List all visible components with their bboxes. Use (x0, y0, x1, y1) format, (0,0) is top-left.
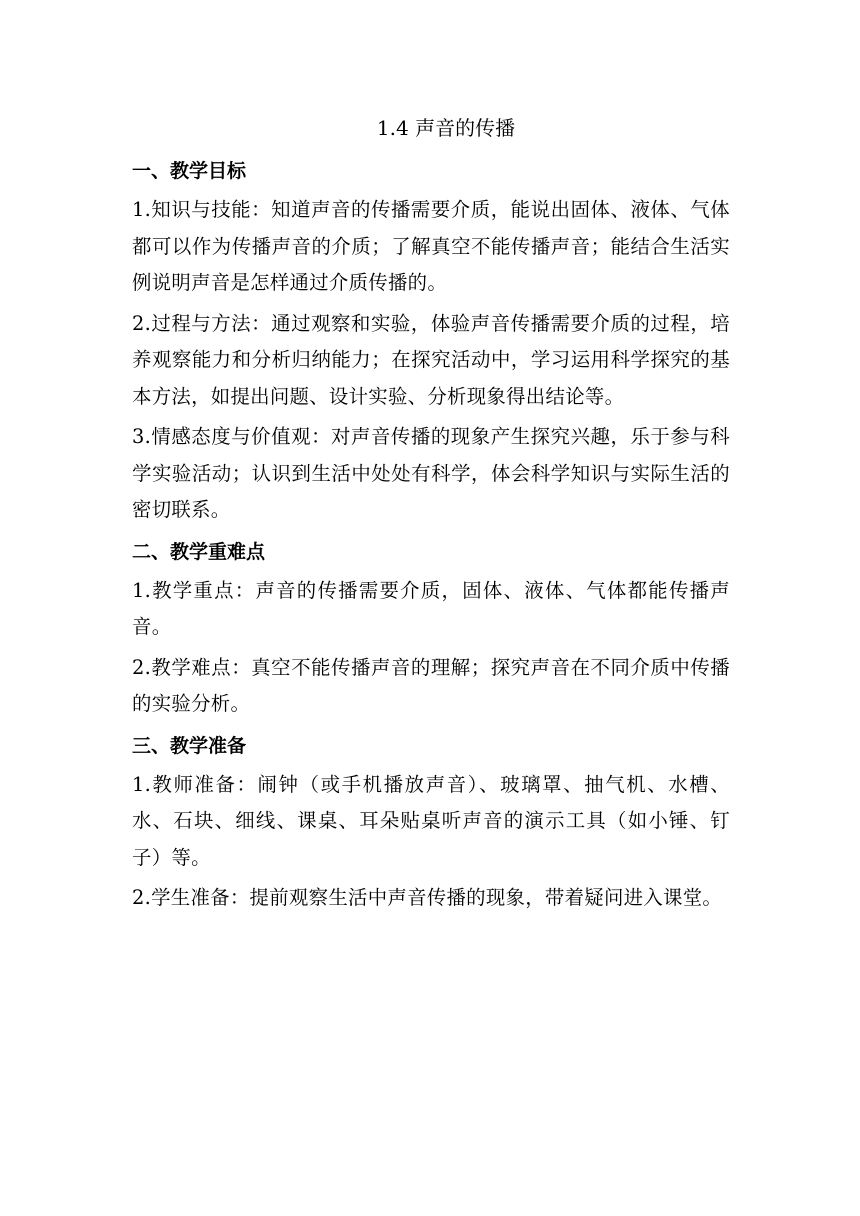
section-heading: 一、教学目标 (132, 160, 247, 182)
section-heading: 二、教学重难点 (132, 540, 266, 563)
paragraph: 2.教学难点：真空不能传播声音的理解；探究声音在不同介质中传播的实验分析。 (132, 655, 730, 715)
section-teaching-goals (132, 156, 730, 529)
document-title: 1.4 声音的传播 (376, 116, 516, 140)
paragraph: 1.知识与技能：知道声音的传播需要介质，能说出固体、液体、气体都可以作为传播声音的介质；了解真空不能传播声音；能结合生活实例说明声音是怎样通过介质传播的。 (132, 198, 730, 294)
paragraph: 2.过程与方法：通过观察和实验，体验声音传播需要介质的过程，培养观察能力和分析归纳能力；在探究活动中，学习运用科学探究的基本方法，如提出问题、设计实验、分析现象得出结论等。 (132, 311, 730, 408)
paragraph: 1.教师准备：闹钟（或手机播放声音）、玻璃罩、抽气机、水槽、水、石块、细线、课桌、耳朵贴桌听声音的演示工具（如小锤、钉子）等。 (132, 772, 730, 869)
document-page (132, 108, 730, 921)
section-preparation (132, 731, 730, 917)
section-key-points (132, 537, 730, 723)
paragraph: 2.学生准备：提前观察生活中声音传播的现象，带着疑问进入课堂。 (132, 886, 723, 909)
paragraph: 3.情感态度与价值观：对声音传播的现象产生探究兴趣，乐于参与科学实验活动；认识到生活中处处有科学，体会科学知识与实际生活的密切联系。 (132, 425, 730, 521)
section-heading: 三、教学准备 (132, 734, 247, 757)
paragraph: 1.教学重点：声音的传播需要介质，固体、液体、气体都能传播声音。 (132, 578, 730, 638)
